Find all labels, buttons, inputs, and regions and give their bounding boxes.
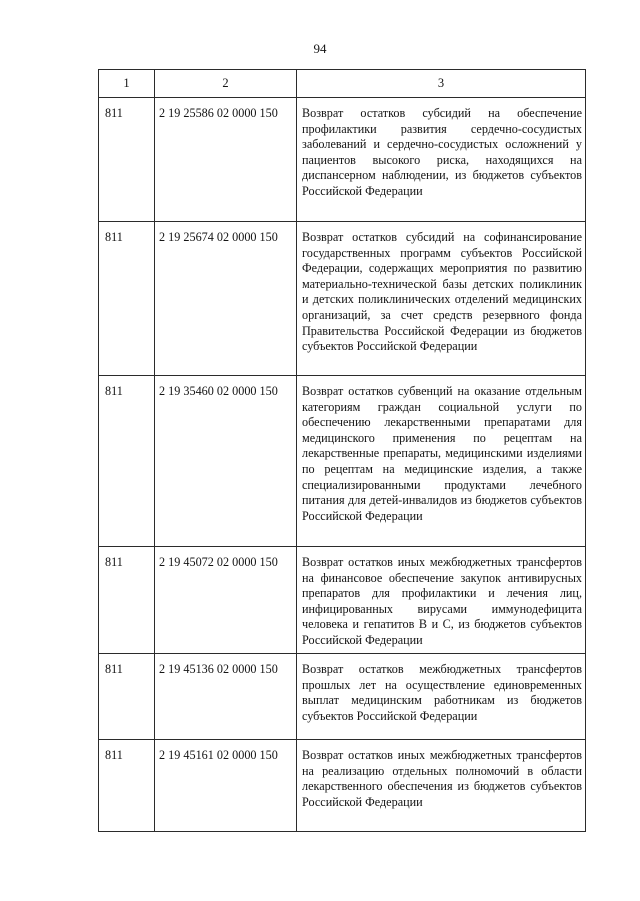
budget-code-cell: 2 19 25674 02 0000 150	[155, 222, 297, 376]
page-number: 94	[313, 41, 327, 56]
admin-code-cell: 811	[99, 222, 155, 376]
description-cell: Возврат остатков иных межбюджетных трансфертов на финансовое обеспечение закупок антивирусных препаратов для профилактики и лечения лиц, инфицированных вирусами иммунодефицита человека и гепатитов B и C, из бюджетов субъектов Российской Федерации	[297, 547, 586, 654]
description-cell: Возврат остатков межбюджетных трансфертов прошлых лет на осуществление единовременных выплат медицинским работникам из бюджетов субъектов Российской Федерации	[297, 654, 586, 740]
budget-code-cell: 2 19 45072 02 0000 150	[155, 547, 297, 654]
budget-code-cell: 2 19 45136 02 0000 150	[155, 654, 297, 740]
budget-code-cell: 2 19 45161 02 0000 150	[155, 740, 297, 832]
table-row	[99, 654, 586, 740]
admin-code-cell: 811	[99, 740, 155, 832]
description-cell: Возврат остатков субсидий на обеспечение профилактики развития сердечно-сосудистых заболеваний и сердечно-сосудистых осложнений у пациентов высокого риска, находящихся на диспансерном наблюдении, из бюджетов субъектов Российской Федерации	[297, 98, 586, 222]
table-row	[99, 547, 586, 654]
table-header-row	[99, 70, 586, 98]
table-row	[99, 376, 586, 547]
budget-classification-table	[98, 69, 586, 832]
column-header-2: 2	[155, 70, 297, 98]
description-cell: Возврат остатков иных межбюджетных трансфертов на реализацию отдельных полномочий в области лекарственного обеспечения из бюджетов субъектов Российской Федерации	[297, 740, 586, 832]
budget-code-cell: 2 19 25586 02 0000 150	[155, 98, 297, 222]
description-cell: Возврат остатков субвенций на оказание отдельным категориям граждан социальной услуги по обеспечению лекарственными препаратами для медицинского применения по рецептам на лекарственные препараты, медицинскими изделиями по рецептам на медицинские изделия, а также специализированными продуктами лечебного питания для детей-инвалидов из бюджетов субъектов Российской Федерации	[297, 376, 586, 547]
budget-code-cell: 2 19 35460 02 0000 150	[155, 376, 297, 547]
admin-code-cell: 811	[99, 654, 155, 740]
description-cell: Возврат остатков субсидий на софинансирование государственных программ субъектов Российской Федерации, содержащих мероприятия по развитию материально-технической базы детских поликлиник и детских поликлинических отделений медицинских организаций, за счет средств резервного фонда Правительства Российской Федерации из бюджетов субъектов Российской Федерации	[297, 222, 586, 376]
admin-code-cell: 811	[99, 98, 155, 222]
table-row	[99, 222, 586, 376]
column-header-3: 3	[297, 70, 586, 98]
admin-code-cell: 811	[99, 376, 155, 547]
admin-code-cell: 811	[99, 547, 155, 654]
table-row	[99, 740, 586, 832]
column-header-1: 1	[99, 70, 155, 98]
table-row	[99, 98, 586, 222]
